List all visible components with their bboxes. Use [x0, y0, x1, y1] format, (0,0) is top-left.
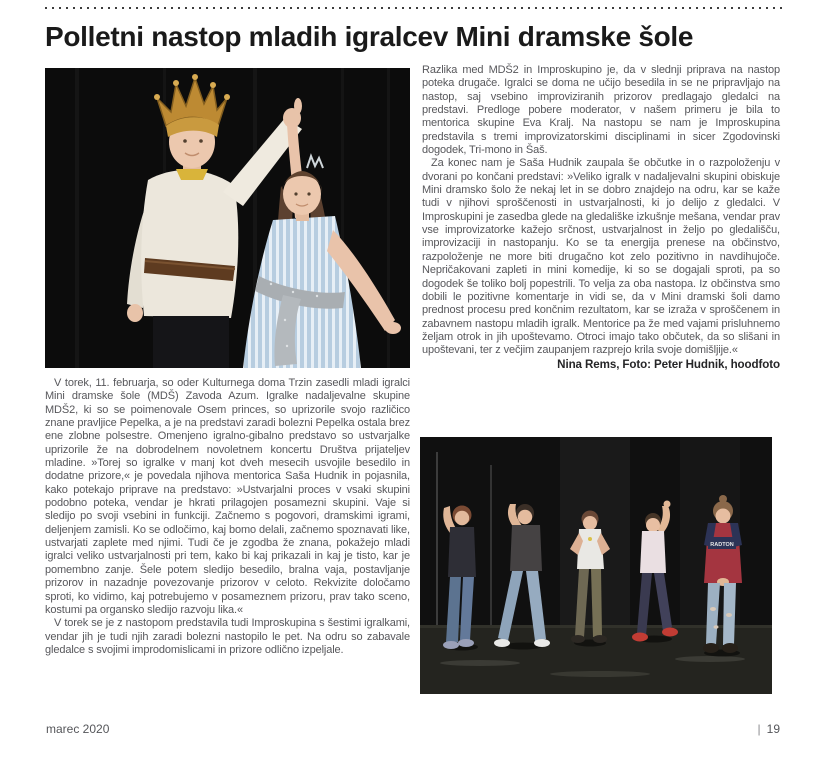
article-right-column — [422, 64, 780, 371]
dotted-divider — [45, 7, 782, 9]
stage-photo-1-illustration — [45, 68, 410, 368]
stage-photo-2-illustration — [420, 437, 772, 694]
paragraph: V torek se je z nastopom predstavila tudi Improskupina s šestimi igralkami, vendar jih je tudi njih zaradi bolezni nastopilo le pet. Na odru so zabavale gledalce s svojimi improdomislicami in prizore odlično izpeljale. — [45, 617, 410, 656]
article-left-column — [45, 377, 410, 657]
paragraph: Za konec nam je Saša Hudnik zaupala še občutke in o razpoloženju v dvorani po končani predstavi: »Veliko igralk v nadaljevalni skupini obiskuje Mini dramsko šolo že nekaj let in se dobro znajdejo na odru, kar se kaže tudi v njihovi sproščenosti in ustvarjalnosti, ki jo delijo z gledalci. V Improskupini je zasedba glede na gledališke izkušnje mešana, vendar prav vse improvizatorke kažejo srčnost, ustvarjalnost in željo po gledališču, improvizaciji in nastopanju. Ko se ta energija prenese na občinstvo, razpoloženje ne more biti drugačno kot zelo pozitivno in navdihujoče. Nepričakovani zapleti in mini komedije, ki so se dogajali sproti, pa so dogodek še toliko bolj popestrili. To velja za oba nastopa. Iz občinstva smo dobili le pozitivne komentarje in vidi se, da v Mini dramski šoli damo prednost procesu pred končnim rezultatom, kar se izraža v sproščenem in zabavnem nastopu mladih igralk. Mentorice pa že med vajami prisluhnemo željam otrok in jih upoštevamo. Otroci imajo tako občutek, da so slišani in upoštevani, ter z večjim zaupanjem razprejo krila svoje domišljije.« — [422, 157, 780, 357]
page-title: Polletni nastop mladih igralcev Mini dramske šole — [45, 21, 694, 52]
footer-issue-label: marec 2020 — [46, 722, 110, 736]
sweatshirt-logo-text: RADTON — [710, 542, 734, 548]
paragraph: V torek, 11. februarja, so oder Kulturnega doma Trzin zasedli mladi igralci Mini dramske šole (MDŠ) Zavoda Azum. Igralke nadaljevalne skupine MDŠ2, ki so se poimenovale Osem princes, so uprizorile svojo različico znane pravljice Pepelka, a je na predstavi zaradi bolezni Pepelka ostala brez ene zlobne polsestre. Omenjeno igralno-gibalno predstavo so ustvarjalke uprizorile že na dobrodelnem novoletnem koncertu Društva prijateljev mladine. »Torej so igralke v manj kot dveh mesecih usvojile besedilo in dodatne prizore,« je povedala njihova mentorica Saša Hudnik in pojasnila, kako potekajo priprave na predstavo: »Ustvarjalni proces v vsaki skupini podobno poteka, vendar je hkrati prilagojen posamezni skupini. Vaje si sledijo po svoji vsebini in funkciji. Začnemo s pogovori, dramskimi igrami, deljenjem zamisli. Ko se odločimo, kaj bomo delali, začnemo spoznavati like, ustvarjati zaplete med njimi. Tudi če je zgodba že znana, pokažejo mladi igralci veliko ustvarjalnosti pri tem, kako bi kaj prikazali in kaj je tisto, kar je pomembno zanje. Šele potem sledijo besedilo, bralna vaja, postavljanje prizorov in nazadnje povezovanje prizorov v celoto. Rekvizite določamo sproti, ko vidimo, kaj potrebujemo v posameznem prizoru, prav tako sceno, kostumi pa organsko sledijo razvoju lika.« — [45, 377, 410, 616]
stage-photo-improv-group — [420, 437, 772, 694]
footer-separator: | — [757, 722, 761, 736]
stage-photo-prince-and-cinderella — [45, 68, 410, 368]
article-byline: Nina Rems, Foto: Peter Hudnik, hoodfoto — [557, 357, 780, 371]
footer-page-value: 19 — [766, 722, 780, 736]
footer-page-number — [758, 722, 780, 736]
paragraph: Razlika med MDŠ2 in Improskupino je, da v slednji priprava na nastop poteka drugače. Igralci se doma ne učijo besedila in se ne pripravljajo na nastop, saj vsebino improviziranih prizorov predlagajo gledalci na predstavi. Predloge pobere moderator, v našem primeru je bila to mentorica skupine Eva Kralj. Na nastopu se nam je Improskupina predstavila s tremi improvizatorskimi disciplinami in sicer Zgodovinski dogodek, Tri-mono in Šaš. — [422, 64, 780, 157]
